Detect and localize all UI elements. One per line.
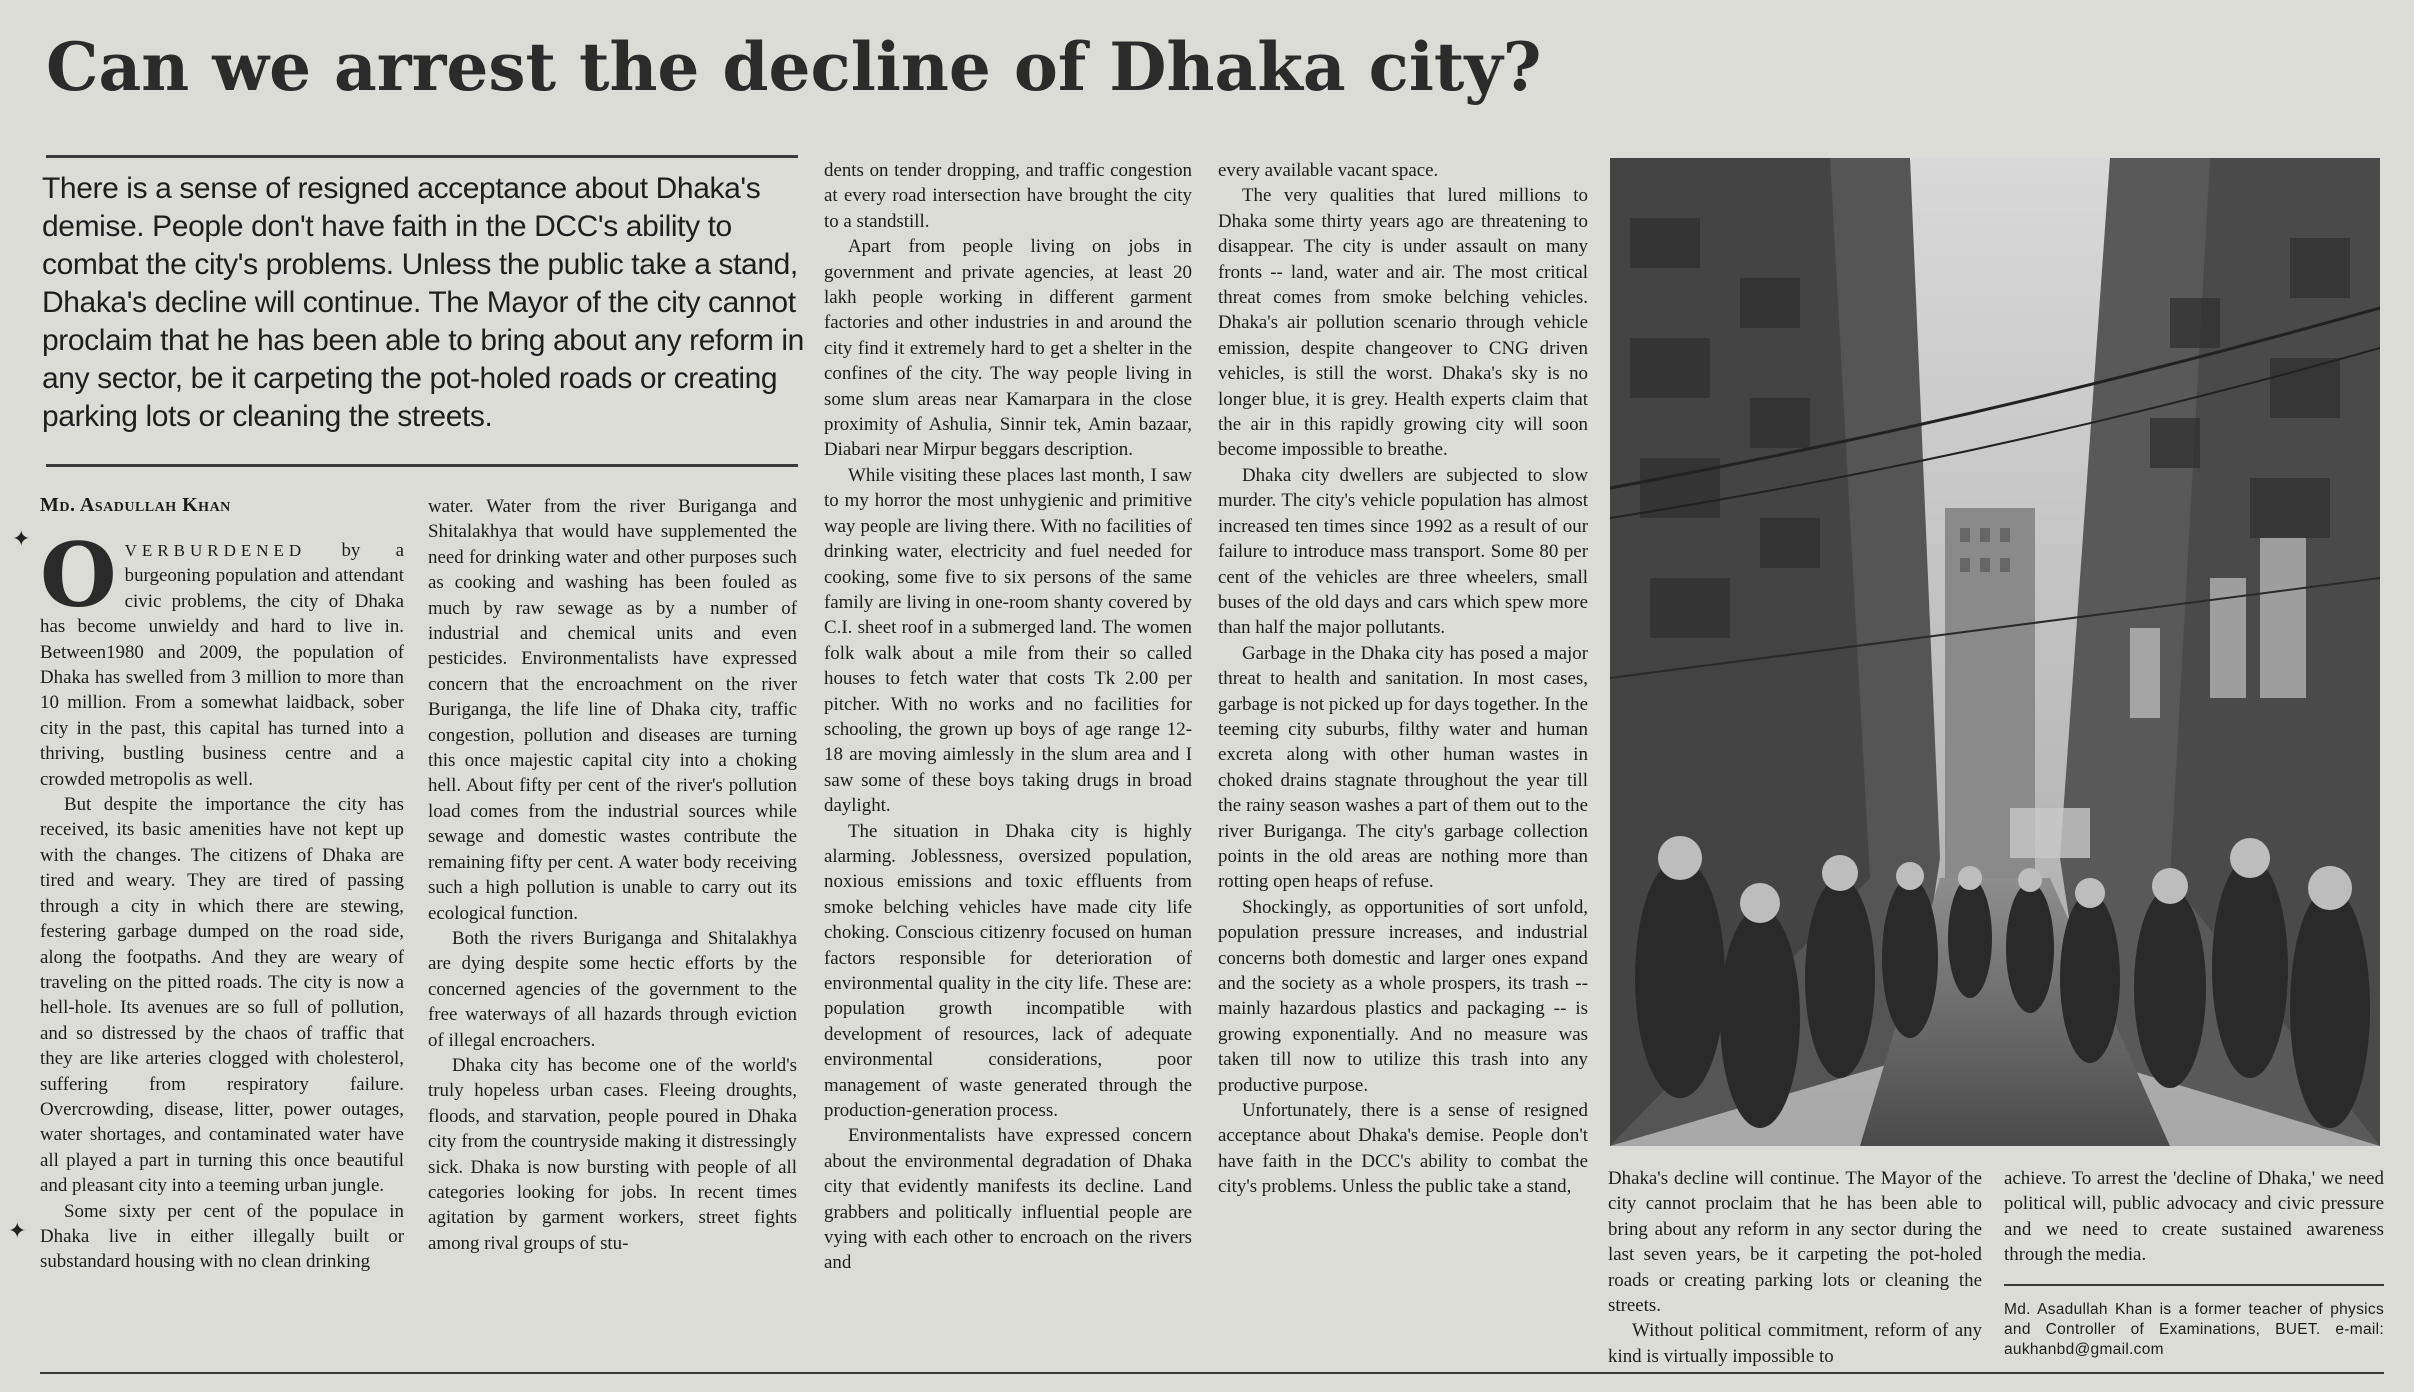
article-paragraph: water. Water from the river Buriganga and Shitalakhya that would have supplemented the need for drinking water and other purposes such as cooking and washing has been fouled as much by raw sewage as by a number of industrial and chemical units and even pesticides. Environmentalists have expressed concern that the encroachment on the river Buriganga, the life line of Dhaka city, traffic congestion, pollution and diseases are turning this once majestic capital city into a choking hell. About fifty per cent of the river's pollution load comes from the industrial sources while sewage and domestic wastes contribute the remaining fifty per cent. A water body receiving such a high pollution is unable to carry out its ecological function. (428, 496, 797, 924)
article-paragraph: Without political commitment, reform of any kind is virtually impossible to (1608, 1320, 1982, 1366)
paragraph-text: by a burgeoning population and attendant civic problems, the city of Dhaka has become unwieldy and hard to live in. Between1980 and 2009, the population of Dhaka has swelled from 3 million to more than 10 million. From a somewhat laidback, sober city in the past, this capital has turned into a thriving, bustling business centre and a crowded metropolis as well. (40, 540, 404, 790)
article-column-2 (428, 494, 797, 1358)
article-column-5 (1608, 1166, 1982, 1366)
article-paragraph: Dhaka city has become one of the world's truly hopeless urban cases. Fleeing droughts, floods, and starvation, people poured in Dhaka city from the countryside making it distressingly sick. Dhaka is now bursting with people of all categories looking for jobs. In recent times agitation by garment workers, street fights among rival groups of stu- (428, 1054, 797, 1254)
byline: Md. Asadullah Khan (40, 494, 231, 516)
bottom-rule (40, 1372, 2384, 1374)
article-paragraph: achieve. To arrest the 'decline of Dhaka,' we need political will, public advocacy and civic pressure and we need to create sustained awareness through the media. (2004, 1168, 2384, 1266)
article-column-1 (40, 538, 404, 1358)
article-column-3 (824, 158, 1192, 1358)
article-paragraph: Both the rivers Buriganga and Shitalakhya are dying despite some hectic efforts by the concerned agencies of the government to the free waterways of all hazards through eviction of illegal encroachers. (428, 927, 797, 1051)
article-column-6 (2004, 1166, 2384, 1276)
article-paragraph: Shockingly, as opportunities of sort unfold, population pressure increases, and industrial concerns both domestic and larger ones expand and the society as a whole prospers, its trash -- mainly hazardous plastics and packaging -- is growing exponentially. And no measure was taken till now to utilize this trash into any productive purpose. (1218, 896, 1588, 1096)
drop-cap: O (40, 538, 117, 627)
headline: Can we arrest the decline of Dhaka city? (46, 28, 1542, 106)
article-paragraph: Apart from people living on jobs in government and private agencies, at least 20 lakh people working in different garment factories and other industries in and around the city find it extremely hard to get a shelter in the confines of the city. The way people living in some slum areas near Kamarpara in the close proximity of Ashulia, Sinnir tek, Amin bazaar, Diabari near Mirpur beggars description. (824, 236, 1192, 461)
standfirst-bottom-rule (46, 464, 798, 467)
article-paragraph: The very qualities that lured millions to Dhaka some thirty years ago are threatening to disappear. The city is under assault on many fronts -- land, water and air. The most critical threat comes from smoke belching vehicles. Dhaka's air pollution scenario through vehicle emission, despite changeover to CNG driven vehicles, is still the worst. Dhaka's sky is no longer blue, it is grey. Health experts claim that the air in this rapidly growing city will soon become impossible to breathe. (1218, 185, 1588, 461)
article-paragraph: Dhaka city dwellers are subjected to slow murder. The city's vehicle population has almost increased ten times since 1992 as a result of our failure to introduce mass transport. Some 80 per cent of the vehicles are three wheelers, small buses of the old days and cars which spew more than half the major pollutants. (1218, 464, 1588, 639)
street-scene-photo (1610, 158, 2380, 1146)
top-rule (46, 155, 798, 158)
article-paragraph: dents on tender dropping, and traffic congestion at every road intersection have brought the city to a standstill. (824, 160, 1192, 232)
article-paragraph: While visiting these places last month, I saw to my horror the most unhygienic and primitive way people are living there. With no facilities of drinking water, electricity and fuel needed for cooking, some five to six persons of the same family are living in one-room shanty covered by C.I. sheet roof in a submerged land. The women folk walk about a mile from their so called houses to fetch water that costs Tk 2.00 per pitcher. With no works and no facilities for schooling, the grown up boys of age range 12-18 are moving aimlessly in the slum area and I saw some of these boys taking drugs in broad daylight. (824, 464, 1192, 817)
article-paragraph: Garbage in the Dhaka city has posed a major threat to health and sanitation. In most cases, garbage is not picked up for days together. In the teeming city suburbs, filthy water and human excreta along with other human wastes in choked drains stagnate throughout the year till the rainy season washes a part of them out to the river Buriganga. The city's garbage collection points in the old areas are nothing more than rotting open heaps of refuse. (1218, 642, 1588, 893)
article-paragraph (40, 538, 404, 792)
article-column-4 (1218, 158, 1588, 1358)
print-mark: ✦ (12, 526, 31, 551)
article-paragraph: Environmentalists have expressed concern about the environmental degradation of Dhaka city that evidently manifests its decline. Land grabbers and politically influential people are vying with each other to encroach on the rivers and (824, 1125, 1192, 1274)
author-note-rule (2004, 1284, 2384, 1286)
article-paragraph: Dhaka's decline will continue. The Mayor of the city cannot proclaim that he has been able to bring about any reform in any sector during the last seven years, be it carpeting the pot-holed roads or creating parking lots or cleaning the streets. (1608, 1168, 1982, 1317)
photo-illustration (1610, 158, 2380, 1146)
article-paragraph: Unfortunately, there is a sense of resigned acceptance about Dhaka's demise. People don't have faith in the DCC's ability to combat the city's problems. Unless the public take a stand, (1218, 1100, 1588, 1198)
lead-caps: VERBURDENED (124, 541, 307, 560)
print-mark: ✦ (8, 1218, 27, 1243)
article-paragraph: But despite the importance the city has received, its basic amenities have not kept up with the changes. The citizens of Dhaka are tired and weary. They are tired of passing through a city in which there are stewing, festering garbage dumped on the road side, along the footpaths. And they are weary of traveling on the pitted roads. The city is now a hell-hole. Its avenues are so full of pollution, and so distressed by the chaos of traffic that they are like arteries clogged with cholesterol, suffering from respiratory failure. Overcrowding, disease, litter, power outages, water shortages, and contaminated water have all played a part in turning this once beautiful and pleasant city into a teeming urban jungle. (40, 794, 404, 1197)
article-paragraph: every available vacant space. (1218, 160, 1439, 181)
article-paragraph: The situation in Dhaka city is highly alarming. Joblessness, oversized population, noxious emissions and toxic effluents from smoke belching vehicles have made city life choking. Conscious citizenry focused on human factors responsible for deterioration of environmental quality in the city life. These are: population growth incompatible with development of resources, lack of adequate environmental considerations, poor management of waste generated through the production-generation process. (824, 820, 1192, 1122)
article-paragraph: Some sixty per cent of the populace in Dhaka live in either illegally built or substandard housing with no clean drinking (40, 1200, 404, 1273)
author-note: Md. Asadullah Khan is a former teacher of physics and Controller of Examinations, BUET. e-mail: aukhanbd@gmail.com (2004, 1301, 2384, 1358)
standfirst: There is a sense of resigned acceptance about Dhaka's demise. People don't have faith in the DCC's ability to combat the city's problems. Unless the public take a stand, Dhaka's decline will continue. The Mayor of the city cannot proclaim that he has been able to bring about any reform in any sector, be it carpeting the pot-holed roads or creating parking lots or cleaning the streets. (42, 172, 804, 433)
